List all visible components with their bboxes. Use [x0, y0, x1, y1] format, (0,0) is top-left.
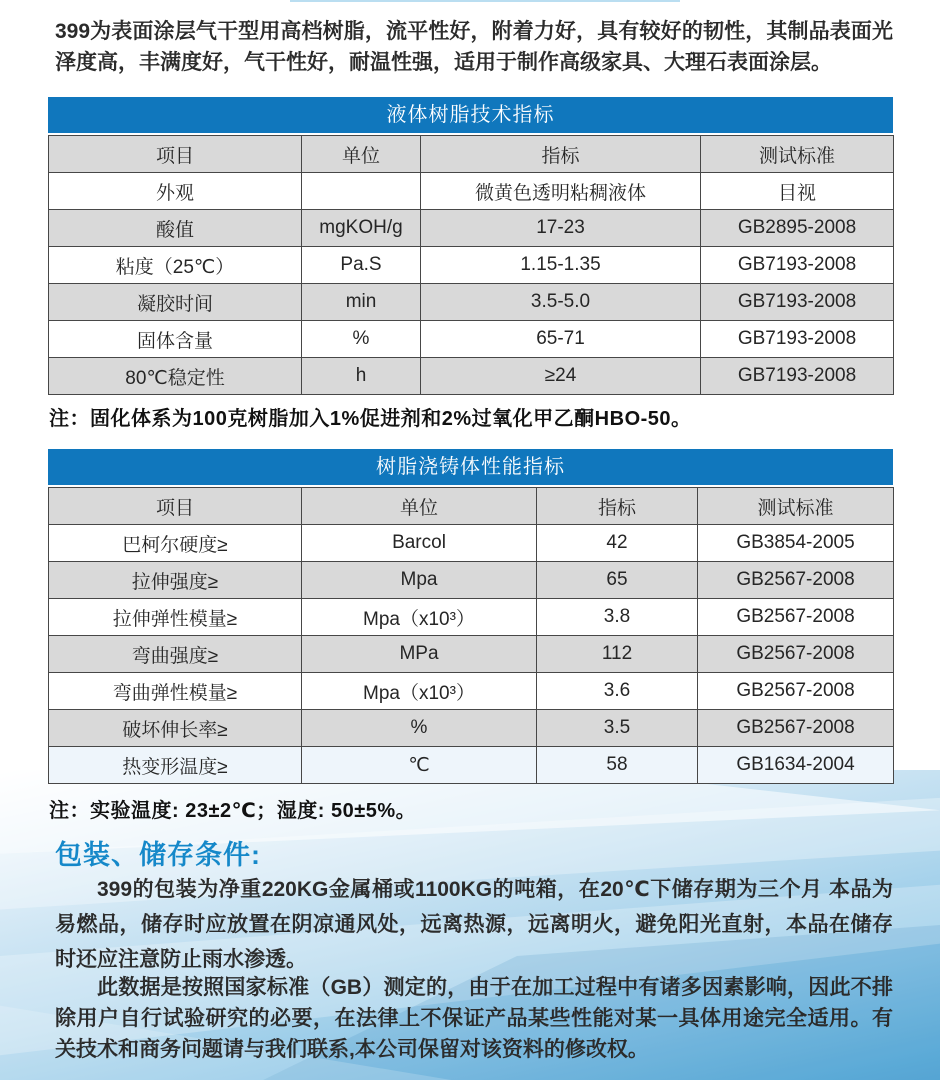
- disclaimer-paragraph: 此数据是按照国家标准（GB）测定的，由于在加工过程中有诸多因素影响，因此不排除用户自行试验研究的必要，在法律上不保证产品某些性能对某一具体用途完全适用。有关技术和商务问题请与我们联系,本公司保留对该资料的修改权。: [55, 976, 893, 1061]
- test-conditions-note: 注：实验温度: 23±2℃；湿度: 50±5%。: [49, 800, 417, 822]
- table-cell: 目视: [701, 173, 894, 210]
- table-cell: 3.5: [537, 710, 698, 747]
- table-cell: GB1634-2004: [698, 747, 894, 784]
- table-cell: 3.8: [537, 599, 698, 636]
- column-header: 单位: [302, 488, 537, 525]
- table-row: [49, 321, 894, 358]
- table-title-bar: 液体树脂技术指标: [48, 97, 893, 133]
- table-cell: 拉伸强度≥: [49, 562, 302, 599]
- casting-performance-table-block: [48, 449, 893, 784]
- column-header: 项目: [49, 136, 302, 173]
- packaging-storage-paragraph: 399的包装为净重220KG金属桶或1100KG的吨箱，在20℃下储存期为三个月 本品为易燃品，储存时应放置在阴凉通风处，远离热源，远离明火，避免阳光直射，本品在储存时还应注意防止雨水渗透。: [55, 878, 893, 971]
- table-cell: Barcol: [302, 525, 537, 562]
- table-cell: %: [302, 710, 537, 747]
- liquid-resin-spec-table: [48, 135, 894, 395]
- table-cell: 65-71: [421, 321, 701, 358]
- table-cell: 固体含量: [49, 321, 302, 358]
- table-cell: GB7193-2008: [701, 247, 894, 284]
- casting-performance-table: [48, 487, 894, 784]
- storage-section-heading: 包装、储存条件:: [55, 840, 261, 870]
- table-cell: GB7193-2008: [701, 284, 894, 321]
- table-row: [49, 210, 894, 247]
- table-row: [49, 525, 894, 562]
- table-cell: GB2895-2008: [701, 210, 894, 247]
- table-cell: 微黄色透明粘稠液体: [421, 173, 701, 210]
- table-cell: h: [302, 358, 421, 395]
- table-cell: GB7193-2008: [701, 321, 894, 358]
- table-cell: Mpa（x10³）: [302, 673, 537, 710]
- table-cell: 热变形温度≥: [49, 747, 302, 784]
- table-cell: GB2567-2008: [698, 562, 894, 599]
- table-cell: [302, 173, 421, 210]
- table-cell: GB2567-2008: [698, 673, 894, 710]
- table-cell: 粘度（25℃）: [49, 247, 302, 284]
- table-cell: GB3854-2005: [698, 525, 894, 562]
- column-header: 指标: [537, 488, 698, 525]
- table-cell: %: [302, 321, 421, 358]
- table-row: [49, 636, 894, 673]
- table-row: [49, 562, 894, 599]
- table-cell: Mpa: [302, 562, 537, 599]
- table-cell: 酸值: [49, 210, 302, 247]
- table-header-row: [49, 488, 894, 525]
- table-cell: 弯曲强度≥: [49, 636, 302, 673]
- column-header: 单位: [302, 136, 421, 173]
- table-cell: GB2567-2008: [698, 599, 894, 636]
- table-cell: 1.15-1.35: [421, 247, 701, 284]
- table-cell: 3.5-5.0: [421, 284, 701, 321]
- table-row: [49, 710, 894, 747]
- table-row: [49, 284, 894, 321]
- table-cell: 80℃稳定性: [49, 358, 302, 395]
- table-cell: 17-23: [421, 210, 701, 247]
- table-title-bar: 树脂浇铸体性能指标: [48, 449, 893, 485]
- table-cell: 112: [537, 636, 698, 673]
- table-header-row: [49, 136, 894, 173]
- table-row: [49, 747, 894, 784]
- table-row: [49, 358, 894, 395]
- table-row: [49, 173, 894, 210]
- table-cell: 凝胶时间: [49, 284, 302, 321]
- table-cell: 弯曲弹性模量≥: [49, 673, 302, 710]
- column-header: 测试标准: [701, 136, 894, 173]
- table-cell: GB2567-2008: [698, 710, 894, 747]
- table-cell: ≥24: [421, 358, 701, 395]
- table-cell: 破坏伸长率≥: [49, 710, 302, 747]
- table-cell: 42: [537, 525, 698, 562]
- table-cell: min: [302, 284, 421, 321]
- table-row: [49, 673, 894, 710]
- liquid-resin-table-block: [48, 97, 893, 395]
- table-cell: 58: [537, 747, 698, 784]
- table-cell: MPa: [302, 636, 537, 673]
- table-cell: Mpa（x10³）: [302, 599, 537, 636]
- table-cell: 65: [537, 562, 698, 599]
- table-cell: mgKOH/g: [302, 210, 421, 247]
- table-cell: ℃: [302, 747, 537, 784]
- table-row: [49, 247, 894, 284]
- table-cell: GB7193-2008: [701, 358, 894, 395]
- column-header: 指标: [421, 136, 701, 173]
- table-cell: 外观: [49, 173, 302, 210]
- product-intro-paragraph: 399为表面涂层气干型用高档树脂，流平性好，附着力好，具有较好的韧性，其制品表面光泽度高，丰满度好，气干性好，耐温性强，适用于制作高级家具、大理石表面涂层。: [55, 20, 893, 74]
- table-cell: Pa.S: [302, 247, 421, 284]
- table-cell: 3.6: [537, 673, 698, 710]
- column-header: 测试标准: [698, 488, 894, 525]
- table-cell: 巴柯尔硬度≥: [49, 525, 302, 562]
- table-row: [49, 599, 894, 636]
- table-cell: GB2567-2008: [698, 636, 894, 673]
- curing-system-note: 注：固化体系为100克树脂加入1%促进剂和2%过氧化甲乙酮HBO-50。: [49, 408, 692, 430]
- table-cell: 拉伸弹性模量≥: [49, 599, 302, 636]
- column-header: 项目: [49, 488, 302, 525]
